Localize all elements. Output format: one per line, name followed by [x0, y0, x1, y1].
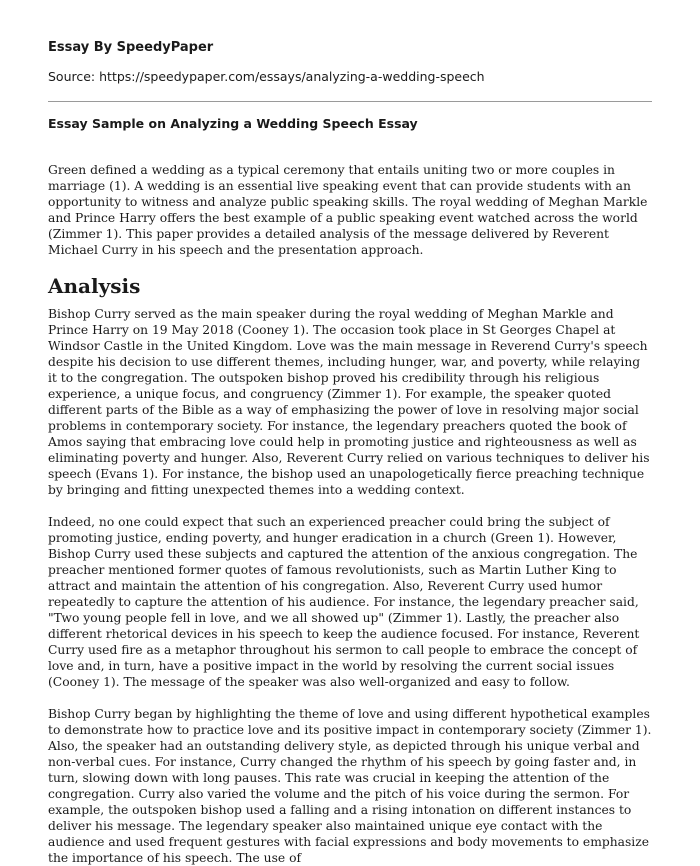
body-paragraph-2: Indeed, no one could expect that such an experienced preacher could bring the subject of promoting justice, ending poverty, and hunger eradication in a church (Green 1). However, Bishop Curry used these subjects and captured the attention of the anxious congregation. The preacher mentioned former quotes of famous revolutionists, such as Martin Luther King to attract and maintain the attention of his congregation. Also, Reverent Curry used humor repeatedly to capture the attention of his audience. For instance, the legendary preacher said, "Two young people fell in love, and we all showed up" (Zimmer 1). Lastly, the preacher also different rhetorical devices in his speech to keep the audience focused. For instance, Reverent Curry used fire as a metaphor throughout his sermon to call people to embrace the concept of love and, in turn, have a positive impact in the world by resolving the current social issues (Cooney 1). The message of the speaker was also well-organized and easy to follow.	[48, 515, 640, 689]
source-url: Source: https://speedypaper.com/essays/analyzing-a-wedding-speech	[48, 69, 485, 84]
header-divider	[48, 101, 652, 102]
intro-paragraph: Green defined a wedding as a typical ceremony that entails uniting two or more couples in marriage (1). A wedding is an essential live speaking event that can provide students with an opportunity to witness and analyze public speaking skills. The royal wedding of Meghan Markle and Prince Harry offers the best example of a public speaking event watched across the world (Zimmer 1). This paper provides a detailed analysis of the message delivered by Reverent Michael Curry in his speech and the presentation approach.	[48, 163, 648, 257]
essay-title: Essay Sample on Analyzing a Wedding Speech Essay	[48, 116, 418, 131]
body-paragraph-1: Bishop Curry served as the main speaker during the royal wedding of Meghan Markle and Prince Harry on 19 May 2018 (Cooney 1). The occasion took place in St Georges Chapel at Windsor Castle in the United Kingdom. Love was the main message in Reverend Curry's speech despite his decision to use different themes, including hunger, war, and poverty, while relaying it to the congregation. The outspoken bishop proved his credibility through his religious experience, a unique focus, and congruency (Zimmer 1). For example, the speaker quoted different parts of the Bible as a way of emphasizing the power of love in resolving major social problems in contemporary society. For instance, the legendary preachers quoted the book of Amos saying that embracing love could help in promoting justice and righteousness as well as eliminating poverty and hunger. Also, Reverent Curry relied on various techniques to deliver his speech (Evans 1). For instance, the bishop used an unapologetically fierce preaching technique by bringing and fitting unexpected themes into a wedding context.	[48, 307, 650, 497]
section-heading: Analysis	[48, 274, 141, 298]
body-paragraph-3: Bishop Curry began by highlighting the theme of love and using different hypothetical examples to demonstrate how to practice love and its positive impact in contemporary society (Zimmer 1). Also, the speaker had an outstanding delivery style, as depicted through his unique verbal and non-verbal cues. For instance, Curry changed the rhythm of his speech by going faster and, in turn, slowing down with long pauses. This rate was crucial in keeping the attention of the congregation. Curry also varied the volume and the pitch of his voice during the sermon. For example, the outspoken bishop used a falling and a rising intonation on different instances to deliver his message. The legendary speaker also maintained unique eye contact with the audience and used frequent gestures with facial expressions and body movements to emphasize the importance of his speech. The use of	[48, 707, 652, 865]
brand-title: Essay By SpeedyPaper	[48, 40, 214, 55]
